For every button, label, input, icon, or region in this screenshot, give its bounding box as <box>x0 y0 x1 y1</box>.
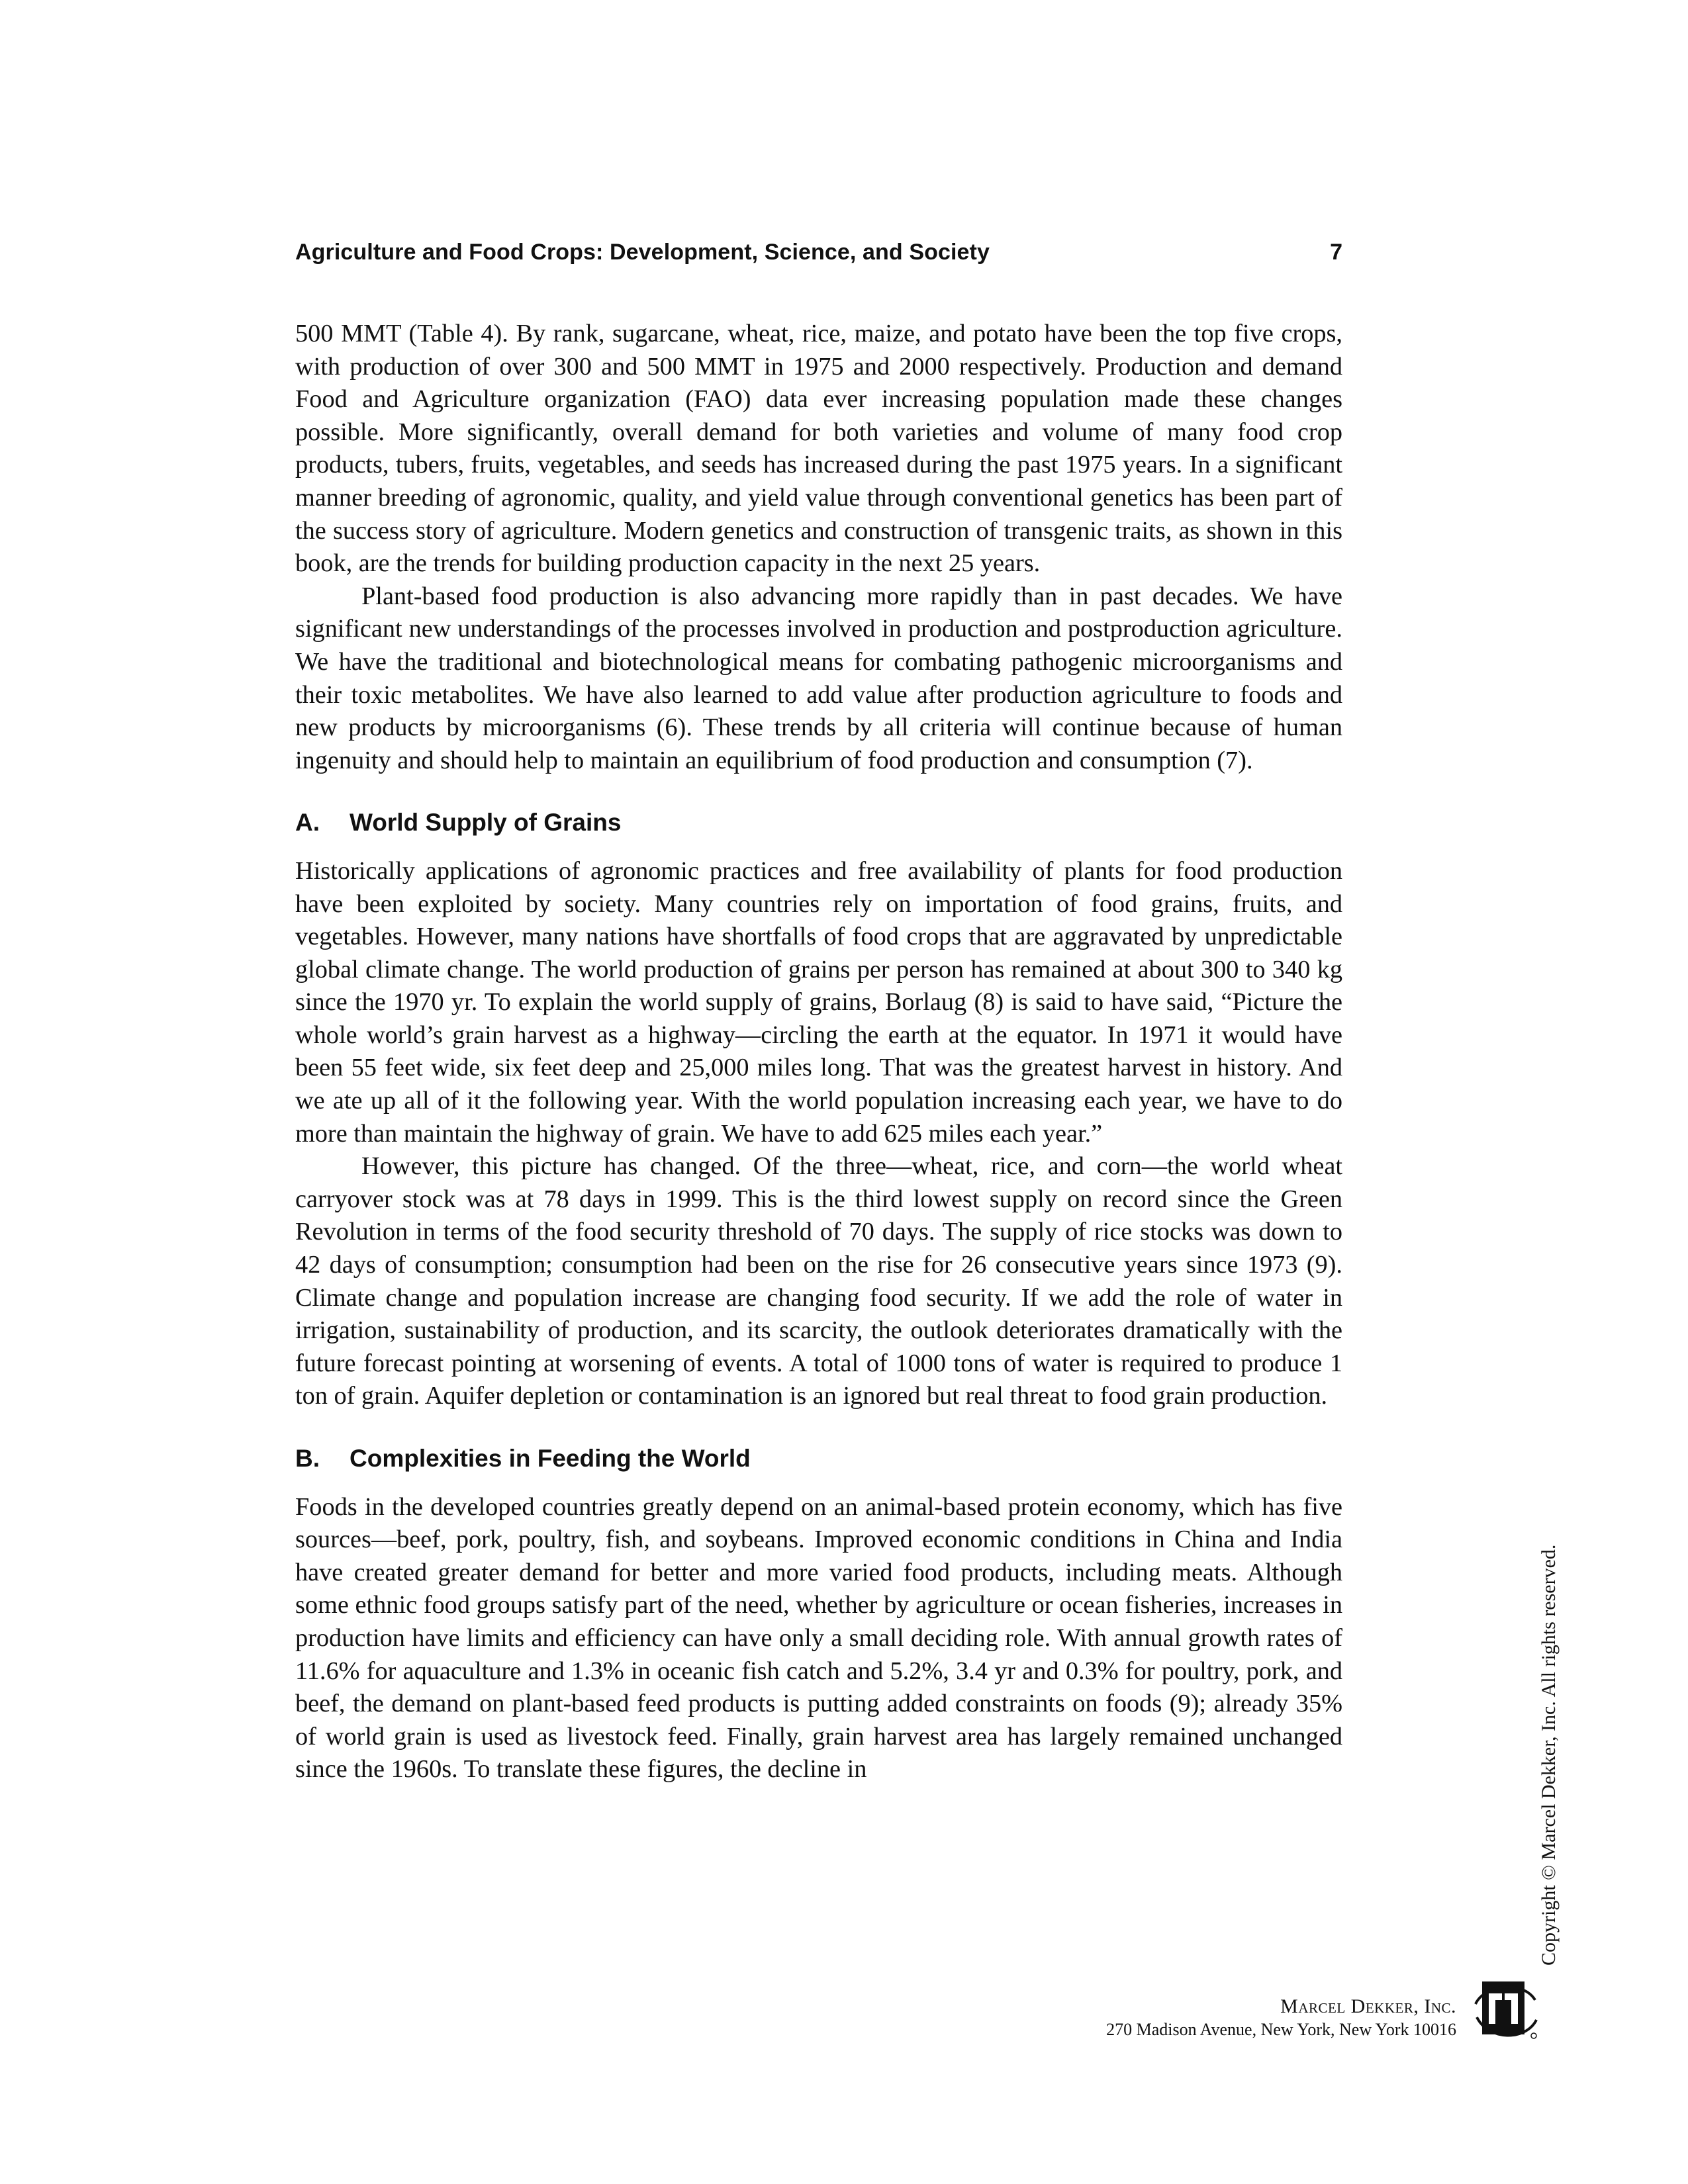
paragraph-intro-2: Plant-based food production is also advancing more rapidly than in past decades. We have significant new understandings of the processes involved in production and postproduction agriculture. We have the traditional and biotechnological means for combating pathogenic microorganisms and their toxic metabolites. We have also learned to add value after production agriculture to foods and new products by microorganisms (6). These trends by all criteria will continue because of human ingenuity and should help to maintain an equilibrium of food production and consumption (7). <box>295 582 1342 774</box>
paragraph-intro-1: 500 MMT (Table 4). By rank, sugarcane, wheat, rice, maize, and potato have been the top five crops, with production of over 300 and 500 MMT in 1975 and 2000 respectively. Production and demand Food and Agriculture organization (FAO) data ever increasing population made these changes possible. More significantly, overall demand for both varieties and volume of many food crop products, tubers, fruits, vegetables, and seeds has increased during the past 1975 years. In a significant manner breeding of agronomic, quality, and yield value through conventional genetics has been part of the success story of agriculture. Modern genetics and construction of transgenic traits, as shown in this book, are the trends for building production capacity in the next 25 years. <box>295 320 1342 578</box>
section-letter-b: B. <box>295 1445 320 1472</box>
section-heading-b <box>295 1442 1342 1475</box>
section-title-a: World Supply of Grains <box>350 809 622 837</box>
running-title: Agriculture and Food Crops: Development, Science, and Society <box>295 240 990 265</box>
copyright-notice: Copyright © Marcel Dekker, Inc. All rights reserved. <box>1538 1544 1560 1966</box>
paragraph-a-1: Historically applications of agronomic practices and free availability of plants for food production have been exploited by society. Many countries rely on importation of food grains, fruits, and vegetables. However, many nations have shortfalls of food crops that are aggravated by unpredictable global climate change. The world production of grains per person has remained at about 300 to 340 kg since the 1970 yr. To explain the world supply of grains, Borlaug (8) is said to have said, “Picture the whole world’s grain harvest as a highway—circling the earth at the equator. In 1971 it would have been 55 feet wide, six feet deep and 25,000 miles long. That was the greatest harvest in history. And we ate up all of it the following year. With the world population increasing each year, we have to do more than maintain the highway of grain. We have to add 625 miles each year.” <box>295 856 1342 1148</box>
publisher-name: Marcel Dekker, Inc. <box>1280 1995 1456 2017</box>
running-header <box>295 240 1342 273</box>
publisher-address: 270 Madison Avenue, New York, New York 10016 <box>1106 2020 1456 2039</box>
section-title-b: Complexities in Feeding the World <box>350 1445 751 1472</box>
main-text <box>295 318 1342 1786</box>
marcel-dekker-logo-icon <box>1473 1978 1539 2044</box>
paragraph-a-2: However, this picture has changed. Of the three—wheat, rice, and corn—the world wheat carryover stock was at 78 days in 1999. This is the third lowest supply on record since the Green Revolution in terms of the food security threshold of 70 days. The supply of rice stocks was down to 42 days of consumption; consumption had been on the rise for 26 consecutive years since 1973 (9). Climate change and population increase are changing food security. If we add the role of water in irrigation, sustainability of production, and its scarcity, the outlook deteriorates dramatically with the future forecast pointing at worsening of events. A total of 1000 tons of water is required to produce 1 ton of grain. Aquifer depletion or contamination is an ignored but real threat to food grain production. <box>295 1152 1342 1410</box>
page-number: 7 <box>1330 240 1342 265</box>
publisher-footer <box>1106 1995 1456 2041</box>
paragraph-b-1: Foods in the developed countries greatly depend on an animal-based protein economy, which has five sources—beef, pork, poultry, fish, and soybeans. Improved economic conditions in China and India have created greater demand for better and more varied food products, including meats. Although some ethnic food groups satisfy part of the need, whether by agriculture or ocean fisheries, increases in production have limits and efficiency can have only a small deciding role. With annual growth rates of 11.6% for aquaculture and 1.3% in oceanic fish catch and 5.2%, 3.4 yr and 0.3% for poultry, pork, and beef, the demand on plant-based feed products is putting added constraints on foods (9); already 35% of world grain is used as livestock feed. Finally, grain harvest area has largely remained unchanged since the 1960s. To translate these figures, the decline in <box>295 1492 1342 1784</box>
section-letter-a: A. <box>295 809 320 837</box>
section-heading-a <box>295 806 1342 839</box>
